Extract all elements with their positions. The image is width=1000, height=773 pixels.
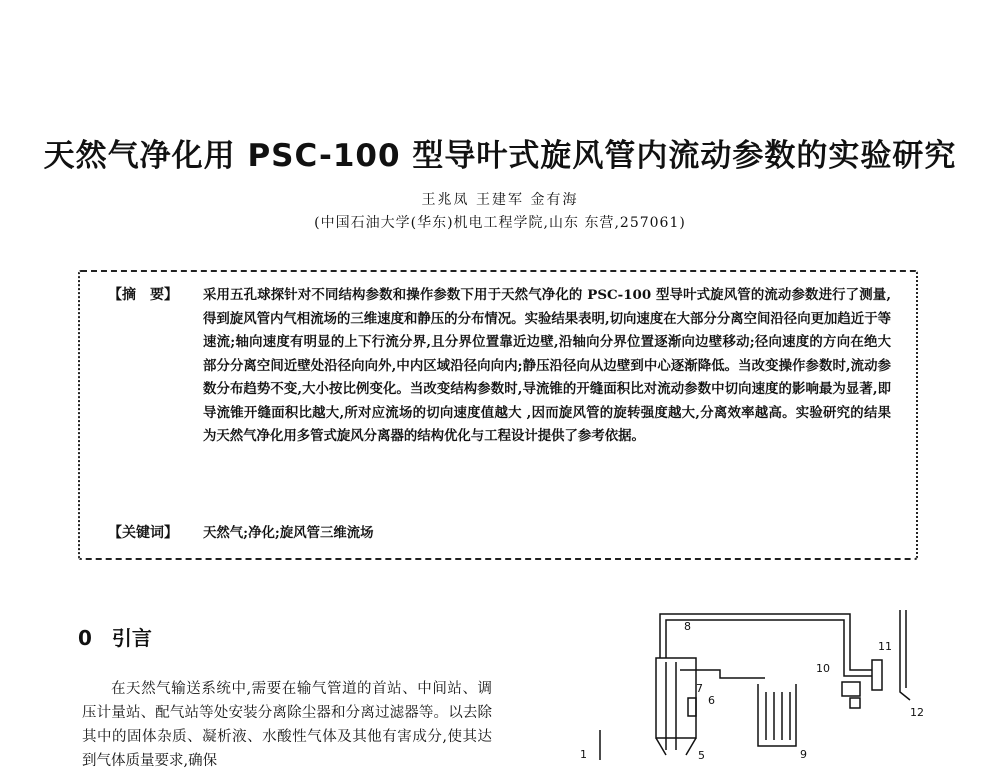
fig-label-11: 11 [878, 640, 892, 653]
keywords-label: 【关键词】 [108, 525, 178, 541]
fig-label-1: 1 [580, 748, 587, 760]
section-heading: 0 引言 [78, 626, 152, 650]
abstract-box [78, 270, 918, 560]
fig-label-8: 8 [684, 620, 691, 633]
fig-label-12: 12 [910, 706, 924, 719]
paper-title: 天然气净化用 PSC-100 型导叶式旋风管内流动参数的实验研究 [43, 138, 957, 174]
authors: 王兆凤 王建军 金有海 [421, 192, 579, 208]
fig-label-9: 9 [800, 748, 807, 760]
abstract-text: 采用五孔球探针对不同结构参数和操作参数下用于天然气净化的 PSC-100 型导叶式旋风管的流动参数进行了测量,得到旋风管内气相流场的三维速度和静压的分布情况。实验结果表明,切向速度在大部分分离空间沿径向更加趋近于等速流;轴向速度有明显的上下行流分界,且分界位置靠近边壁,沿轴向分界位置逐渐向边壁移动;径向速度的方向在绝大部分分离空间近壁处沿径向向外,中内区域沿径向向内;静压沿径向从边壁到中心逐渐降低。当改变操作参数时,流动参数分布趋势不变,大小按比例变化。当改变结构参数时,导流锥的开缝面积比对流动参数中切向速度的影响最为显著,即导流锥开缝面积比越大,所对应流场的切向速度值越大 ,因而旋风管的旋转强度越大,分离效率越高。实验研究的结果为天然气净化用多管式旋风分离器的结构优化与工程设计提供了参考依据。 [203, 287, 891, 444]
keywords-text: 天然气;净化;旋风管三维流场 [203, 525, 374, 541]
affiliation: (中国石油大学(华东)机电工程学院,山东 东营,257061) [314, 215, 686, 231]
abstract-label: 【摘 要】 [108, 287, 178, 303]
fig-label-5: 5 [698, 749, 705, 760]
fig-label-7: 7 [696, 682, 703, 695]
apparatus-figure [560, 600, 1000, 760]
apparatus-diagram [560, 600, 1000, 760]
fig-label-10: 10 [816, 662, 830, 675]
section-body: 在天然气输送系统中,需要在输气管道的首站、中间站、调压计量站、配气站等处安装分离除尘器和分离过滤器等。以去除其中的固体杂质、凝析液、水酸性气体及其他有害成分,使其达到气体质量要求,确保 [82, 681, 492, 769]
fig-label-6: 6 [708, 694, 715, 707]
